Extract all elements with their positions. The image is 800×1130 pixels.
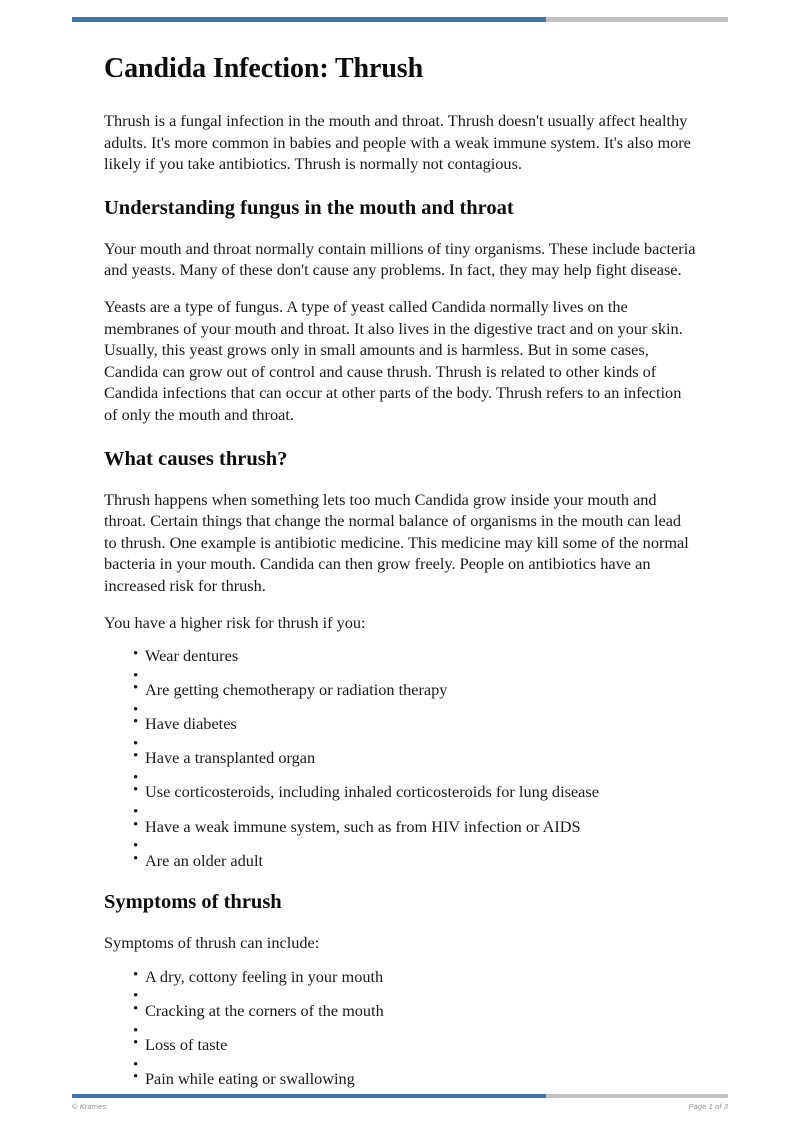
footer-copyright: © Krames [72,1102,107,1111]
intro-paragraph: Thrush is a fungal infection in the mouth and throat. Thrush doesn't usually affect healthy adults. It's more common in babies and people with a weak immune system. It's also more likely if you take antibiotics. Thrush is normally not contagious. [104,111,691,174]
list-item: • Have diabetes [104,713,696,735]
section-heading-symptoms-of-thrush: Symptoms of thrush [104,891,282,914]
list-item: • Have a weak immune system, such as from HIV infection or AIDS [104,816,696,838]
list-item: • A dry, cottony feeling in your mouth [104,966,696,988]
list-spacer [104,803,696,816]
page-footer [72,1102,728,1111]
section-1-paragraph-2: Yeasts are a type of fungus. A type of yeast called Candida normally lives on the membranes of your mouth and throat. It also lives in the digestive tract and on your skin. Usually, this yeast grows only in small amounts and is harmless. But in some cases, Candida can grow out of control and cause thrush. Thrush is related to other kinds of Candida infections that can occur at other parts of the body. Thrush refers to an infection of only the mouth and throat. [104,296,683,424]
footer-rule-blue-segment [72,1094,546,1098]
footer-rule [72,1094,728,1098]
list-spacer [104,667,696,680]
list-item: • Cracking at the corners of the mouth [104,1000,696,1022]
list-spacer [104,837,696,850]
list-spacer [104,701,696,714]
list-item: • Loss of taste [104,1034,696,1056]
section-1-paragraph-1: Your mouth and throat normally contain millions of tiny organisms. These include bacteria and yeasts. Many of these don't cause any problems. In fact, they may help fight disease. [104,238,696,280]
list-spacer [104,769,696,782]
footer-page-number: Page 1 of 3 [688,1102,728,1111]
list-item: • Wear dentures [104,645,696,667]
header-rule [72,17,728,22]
list-item: • Are an older adult [104,850,696,872]
list-spacer [104,735,696,748]
list-item: • Use corticosteroids, including inhaled corticosteroids for lung disease [104,781,696,803]
section-heading-understanding-fungus: Understanding fungus in the mouth and throat [104,196,514,219]
section-2-paragraph-1: Thrush happens when something lets too much Candida grow inside your mouth and throat. Certain things that change the normal balance of organisms in the mouth can lead to thrush. One example is antibiotic medicine. This medicine may kill some of the normal bacteria in your mouth. Candida can then grow freely. People on antibiotics have an increased risk for thrush. [104,489,689,595]
section-2-paragraph-2: You have a higher risk for thrush if you: [104,612,366,632]
list-spacer [104,1056,696,1069]
list-item: • Pain while eating or swallowing [104,1068,696,1090]
footer-rule-gray-segment [546,1094,728,1098]
section-heading-what-causes-thrush: What causes thrush? [104,447,288,470]
header-rule-gray-segment [546,17,728,22]
header-rule-blue-segment [72,17,546,22]
document-content [104,52,696,1090]
section-3-paragraph-1: Symptoms of thrush can include: [104,933,320,953]
page-title: Candida Infection: Thrush [104,53,424,84]
list-spacer [104,1022,696,1035]
list-spacer [104,987,696,1000]
list-item: • Are getting chemotherapy or radiation therapy [104,679,696,701]
list-item: • Have a transplanted organ [104,747,696,769]
risk-factors-list [104,645,696,871]
symptoms-list [104,966,696,1090]
